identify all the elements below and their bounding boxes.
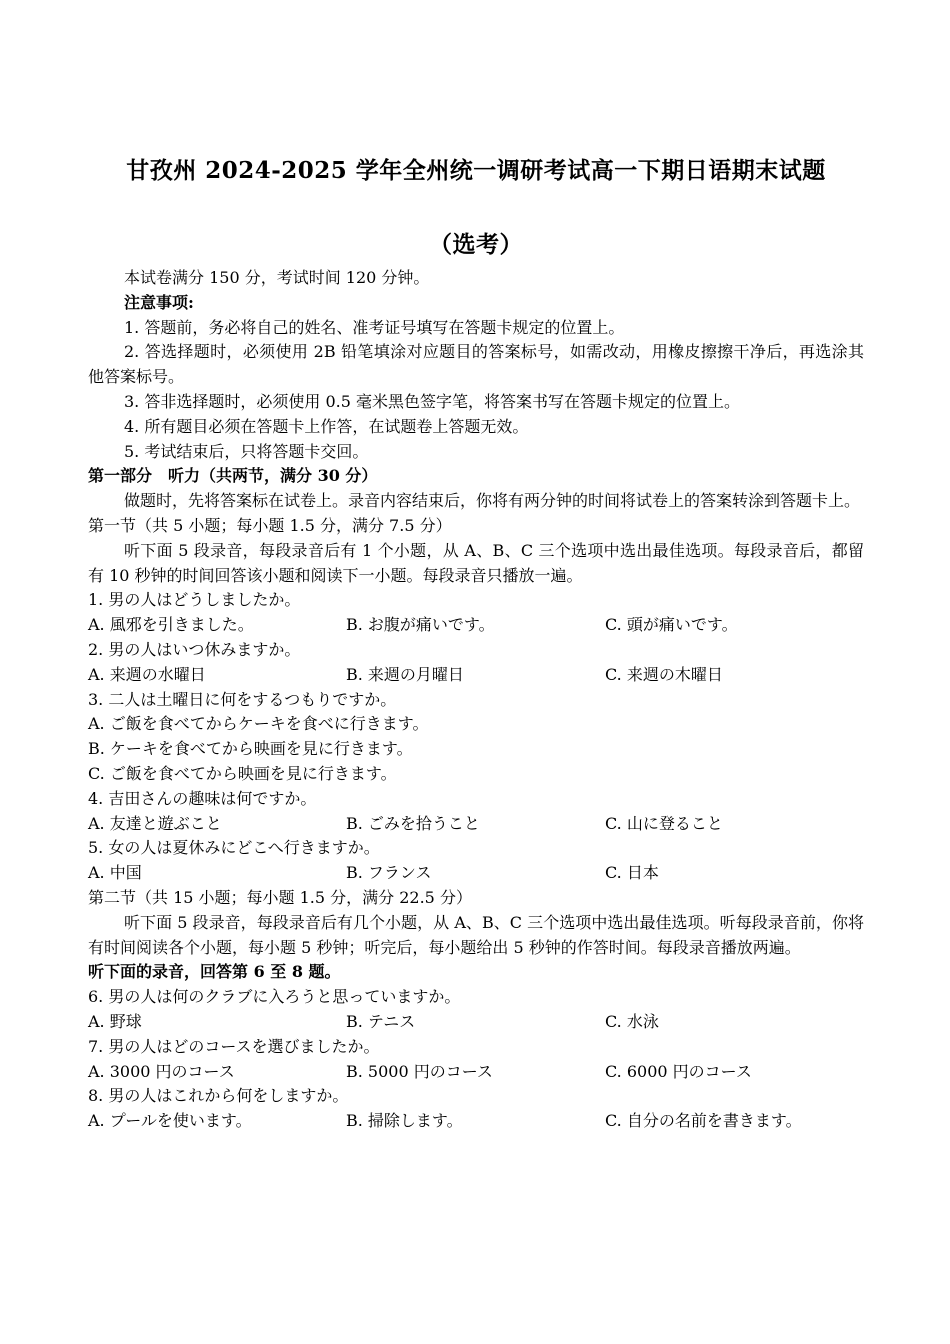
- option-b: B. テニス: [346, 1011, 416, 1031]
- option-a: A. プールを使います。: [88, 1111, 252, 1131]
- option-a: A. 中国: [88, 863, 142, 883]
- section-heading: 第二节（共 15 小题；每小题 1.5 分，满分 22.5 分）: [88, 887, 472, 907]
- option-b: B. 5000 円のコース: [346, 1061, 493, 1081]
- option-b: B. ごみを拾うこと: [346, 813, 480, 833]
- option-b: B. 掃除します。: [346, 1111, 463, 1131]
- notice-item: 5. 考试结束后，只将答题卡交回。: [124, 441, 369, 461]
- part-instruction: 做题时，先将答案标在试卷上。录音内容结束后，你将有两分钟的时间将试卷上的答案转涂到答题卡上。: [124, 491, 861, 511]
- exam-body: [88, 266, 864, 1134]
- option-b: B. フランス: [346, 863, 432, 883]
- option-a: A. ご飯を食べてからケーキを食べに行きます。: [88, 714, 429, 734]
- exam-subtitle: （选考）: [429, 231, 523, 258]
- exam-title: 甘孜州 2024-2025 学年全州统一调研考试高一下期日语期末试题: [126, 157, 826, 184]
- question-stem: 5. 女の人は夏休みにどこへ行きますか。: [88, 838, 380, 858]
- question-options: [88, 663, 864, 688]
- group-heading: 听下面的录音，回答第 6 至 8 题。: [88, 962, 341, 982]
- question-stem: 8. 男の人はこれから何をしますか。: [88, 1086, 349, 1106]
- question-stem: 2. 男の人はいつ休みますか。: [88, 639, 301, 659]
- option-b: B. 来週の月曜日: [346, 664, 464, 684]
- section-instruction: 听下面 5 段录音，每段录音后有几个小题，从 A、B、C 三个选项中选出最佳选项。听每段录音前，你将有时间阅读各个小题，每小题 5 秒钟；听完后，每小题给出 5 秒钟的作答时间。每段录音播放两遍。: [88, 912, 864, 957]
- notice-heading: 注意事项:: [124, 292, 194, 312]
- option-a: A. 3000 円のコース: [88, 1061, 235, 1081]
- option-a: A. 来週の水曜日: [88, 664, 206, 684]
- option-c: C. 日本: [605, 863, 659, 883]
- notice-item: 3. 答非选择题时，必须使用 0.5 毫米黑色签字笔，将答案书写在答题卡规定的位置上。: [124, 391, 740, 411]
- option-b: B. ケーキを食べてから映画を見に行きます。: [88, 739, 413, 759]
- option-c: C. 来週の木曜日: [605, 664, 723, 684]
- option-c: C. 山に登ること: [605, 813, 723, 833]
- part-heading: 第一部分 听力（共两节，满分 30 分）: [88, 466, 378, 486]
- question-options: [88, 1109, 864, 1134]
- option-a: A. 風邪を引きました。: [88, 615, 254, 635]
- question-stem: 1. 男の人はどうしましたか。: [88, 590, 301, 610]
- option-c: C. ご飯を食べてから映画を見に行きます。: [88, 763, 397, 783]
- option-c: C. 自分の名前を書きます。: [605, 1111, 802, 1131]
- question-options: [88, 861, 864, 886]
- option-a: A. 野球: [88, 1011, 142, 1031]
- option-c: C. 水泳: [605, 1011, 659, 1031]
- notice-item: 1. 答题前，务必将自己的姓名、准考证号填写在答题卡规定的位置上。: [124, 317, 625, 337]
- question-stem: 6. 男の人は何のクラブに入ろうと思っていますか。: [88, 987, 461, 1007]
- score-time-note: 本试卷满分 150 分，考试时间 120 分钟。: [124, 268, 430, 287]
- question-options: [88, 1010, 864, 1035]
- option-c: C. 6000 円のコース: [605, 1061, 752, 1081]
- option-a: A. 友達と遊ぶこと: [88, 813, 222, 833]
- question-stem: 3. 二人は土曜日に何をするつもりですか。: [88, 689, 397, 709]
- question-stem: 4. 吉田さんの趣味は何ですか。: [88, 788, 317, 808]
- notice-item: 4. 所有题目必须在答题卡上作答，在试题卷上答题无效。: [124, 416, 529, 436]
- question-options: [88, 1060, 864, 1085]
- question-options: [88, 812, 864, 837]
- option-c: C. 頭が痛いです。: [605, 615, 738, 635]
- question-options: [88, 613, 864, 638]
- section-heading: 第一节（共 5 小题；每小题 1.5 分，满分 7.5 分）: [88, 515, 452, 535]
- option-b: B. お腹が痛いです。: [346, 615, 495, 635]
- question-stem: 7. 男の人はどのコースを選びましたか。: [88, 1036, 380, 1056]
- notice-item: 2. 答选择题时，必须使用 2B 铅笔填涂对应题目的答案标号，如需改动，用橡皮擦擦干净后，再选涂其他答案标号。: [88, 342, 864, 387]
- section-instruction: 听下面 5 段录音，每段录音后有 1 个小题，从 A、B、C 三个选项中选出最佳选项。每段录音后，都留有 10 秒钟的时间回答该小题和阅读下一小题。每段录音只播放一遍。: [88, 540, 864, 585]
